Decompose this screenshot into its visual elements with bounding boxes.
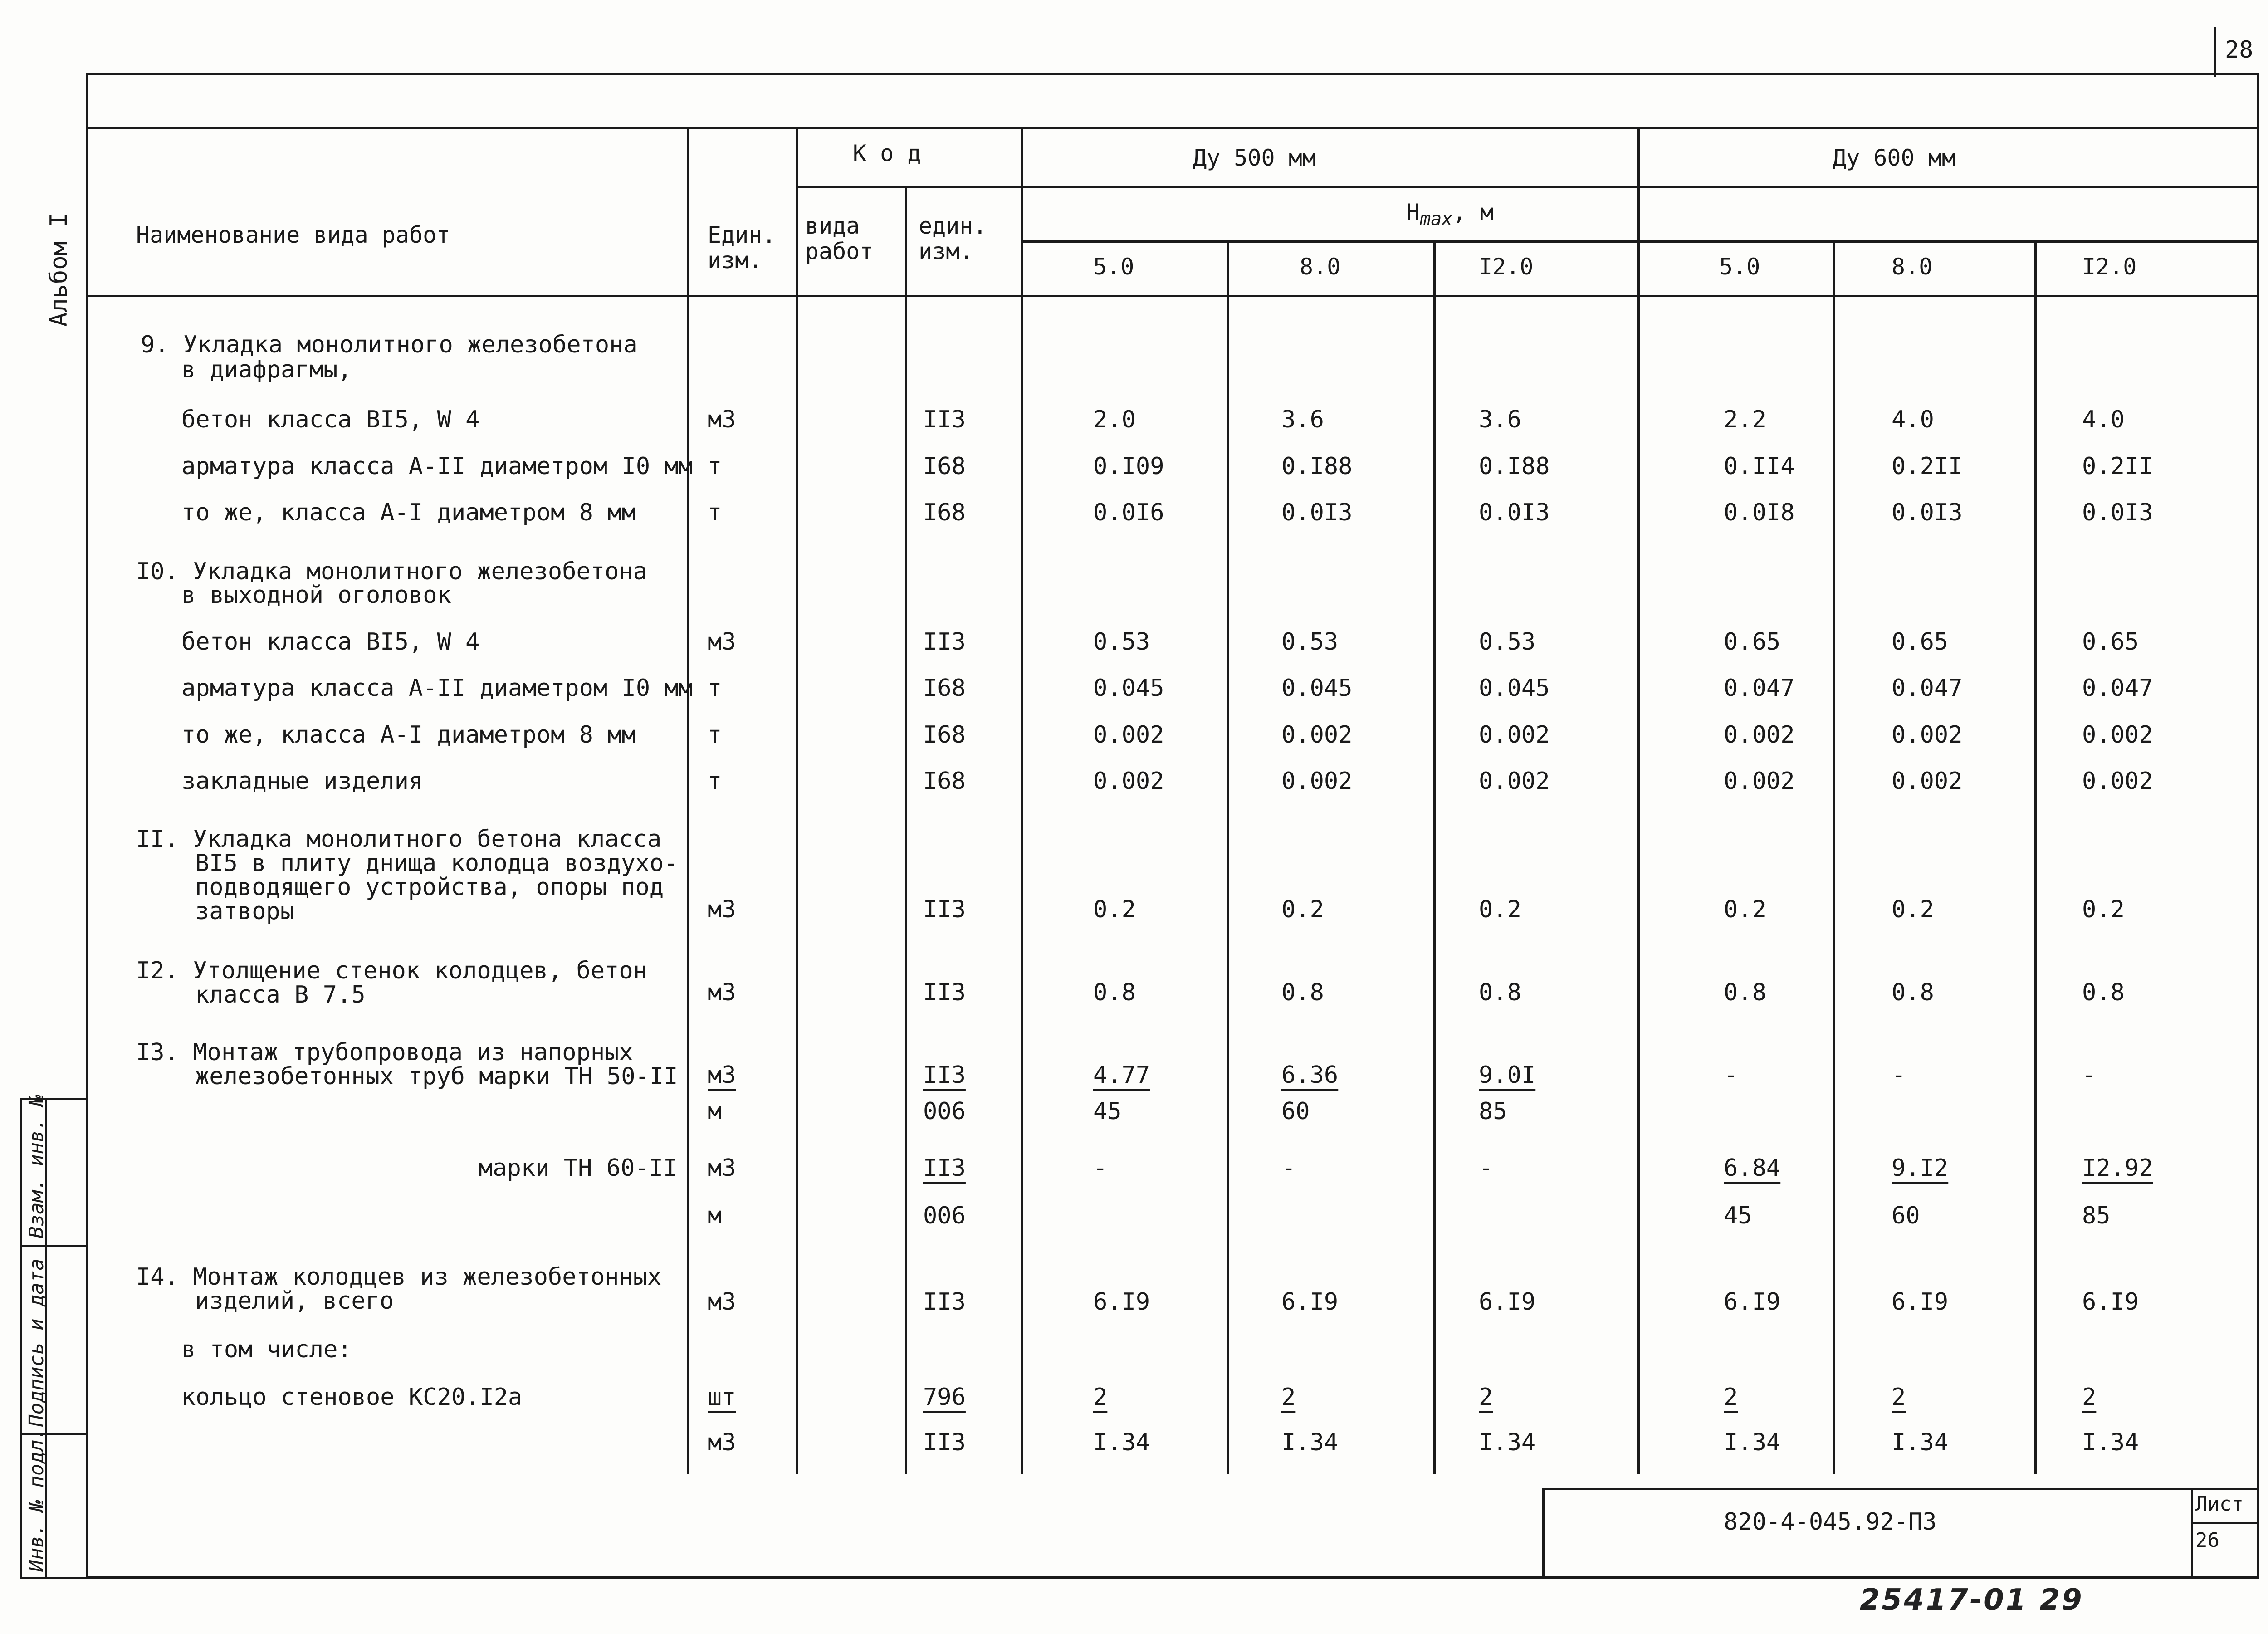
row-r9a-v3: 3.6 (1479, 406, 1521, 433)
row-r9a-v5: 4.0 (1892, 406, 1934, 433)
row-r11-unit: м3 (708, 896, 736, 923)
row-r9a-name: бетон класса BI5, W 4 (181, 406, 480, 433)
row-r14-v4: 6.I9 (1724, 1288, 1781, 1316)
row-r9b-v1: 0.I09 (1093, 453, 1164, 480)
section-14-including: в том числе: (181, 1336, 352, 1363)
row-r13b-v1: - (1093, 1155, 1108, 1182)
row-r10c-code: I68 (923, 721, 966, 749)
row-r13-code: II3 (923, 1062, 966, 1089)
row-r9b-name: арматура класса А-II диаметром I0 мм (181, 453, 693, 480)
depth-1: 5.0 (1093, 254, 1134, 280)
section-10-subtitle: в выходной оголовок (181, 582, 451, 609)
row-r9c-v6: 0.0I3 (2082, 499, 2153, 526)
row-r10c-v2: 0.002 (1281, 721, 1353, 749)
row-r14r-unit: шт (708, 1384, 736, 1411)
row-r9c-code: I68 (923, 499, 966, 526)
section-14-ring: кольцо стеновое КС20.I2а (181, 1384, 523, 1411)
row-r10d-name: закладные изделия (181, 768, 423, 795)
frame-right (2257, 73, 2259, 1579)
page-number: 28 (2225, 36, 2253, 64)
row-r11-v1: 0.2 (1093, 896, 1136, 923)
col-line-code-unit (905, 186, 907, 1474)
row-r14-v3: 6.I9 (1479, 1288, 1536, 1316)
section-11-line-4: затворы (195, 898, 295, 925)
side-stamp-replace: Взам. инв. № (25, 1094, 48, 1238)
row-r14r-v4: 2 (1724, 1384, 1738, 1411)
album-label: Альбом I (45, 213, 73, 327)
row-r14-v2: 6.I9 (1281, 1288, 1339, 1316)
header-code-work: вида работ (805, 213, 874, 264)
row-r12-v5: 0.8 (1892, 979, 1934, 1006)
row-r13b-v4: 6.84 (1724, 1155, 1781, 1182)
row-r10d-v6: 0.002 (2082, 768, 2153, 795)
side-stamp-line-1 (20, 1245, 88, 1247)
hmax-symbol: Н (1406, 199, 1420, 225)
row-r10c-name: то же, класса А-I диаметром 8 мм (181, 721, 636, 749)
section-9-title: 9. Укладка монолитного железобетона (141, 331, 638, 358)
row-r10b-v3: 0.045 (1479, 675, 1550, 702)
row-r9c-v5: 0.0I3 (1892, 499, 1963, 526)
document-code: 820-4-045.92-ПЗ (1724, 1508, 1937, 1536)
row-r9a-v4: 2.2 (1724, 406, 1766, 433)
row-r14r-v2b: I.34 (1281, 1429, 1339, 1456)
row-r13-v3b: 85 (1479, 1098, 1507, 1125)
row-r10b-v4: 0.047 (1724, 675, 1795, 702)
row-r10c-v3: 0.002 (1479, 721, 1550, 749)
row-r13b-code: II3 (923, 1155, 966, 1182)
depth-5: 8.0 (1892, 254, 1933, 280)
row-r13b-code2: 006 (923, 1202, 966, 1229)
row-r14r-unit2: м3 (708, 1429, 736, 1456)
row-r14r-v4b: I.34 (1724, 1429, 1781, 1456)
row-r10c-v6: 0.002 (2082, 721, 2153, 749)
row-r10b-v6: 0.047 (2082, 675, 2153, 702)
row-r9b-v5: 0.2II (1892, 453, 1963, 480)
header-code-unit: един. изм. (919, 213, 987, 264)
row-r9a-code: II3 (923, 406, 966, 433)
row-r9c-v3: 0.0I3 (1479, 499, 1550, 526)
row-r9b-v4: 0.II4 (1724, 453, 1795, 480)
header-bottom-line (86, 295, 2259, 297)
row-r14r-v1: 2 (1093, 1384, 1108, 1411)
row-r9b-unit: т (708, 453, 722, 480)
header-depth-line (1021, 240, 2259, 243)
col-line-d6 (2034, 240, 2037, 1474)
side-stamp-inv: Инв. № подл. (25, 1428, 48, 1572)
row-r13-code2: 006 (923, 1098, 966, 1125)
row-r10b-v1: 0.045 (1093, 675, 1164, 702)
row-r13-v2b: 60 (1281, 1098, 1310, 1125)
depth-6: I2.0 (2082, 254, 2137, 280)
row-r10a-name: бетон класса BI5, W 4 (181, 628, 480, 656)
row-r12-unit: м3 (708, 979, 736, 1006)
section-13-line-1: I3. Монтаж трубопровода из напорных (136, 1039, 633, 1066)
row-r14r-v1b: I.34 (1093, 1429, 1150, 1456)
col-line-d3 (1433, 240, 1436, 1474)
row-r11-v3: 0.2 (1479, 896, 1521, 923)
col-line-unit (687, 127, 689, 1474)
row-r14r-v3b: I.34 (1479, 1429, 1536, 1456)
row-r10d-code: I68 (923, 768, 966, 795)
col-line-du500 (1021, 127, 1023, 1474)
col-line-d2 (1227, 240, 1229, 1474)
row-r11-v4: 0.2 (1724, 896, 1766, 923)
section-12-line-1: I2. Утолщение стенок колодцев, бетон (136, 957, 648, 984)
row-r11-code: II3 (923, 896, 966, 923)
row-r9c-v1: 0.0I6 (1093, 499, 1164, 526)
row-r14r-code2: II3 (923, 1429, 966, 1456)
row-r14-v6: 6.I9 (2082, 1288, 2139, 1316)
section-13-line-2: железобетонных труб марки ТН 50-II (195, 1063, 678, 1090)
row-r13-v3: 9.0I (1479, 1062, 1536, 1089)
row-r10c-v5: 0.002 (1892, 721, 1963, 749)
row-r9b-v2: 0.I88 (1281, 453, 1353, 480)
row-r14r-v5: 2 (1892, 1384, 1906, 1411)
row-r10a-v4: 0.65 (1724, 628, 1781, 656)
row-r10a-v1: 0.53 (1093, 628, 1150, 656)
row-r10d-unit: т (708, 768, 722, 795)
row-r14-v1: 6.I9 (1093, 1288, 1150, 1316)
section-10-title: I0. Укладка монолитного железобетона (136, 558, 648, 585)
row-r12-v2: 0.8 (1281, 979, 1324, 1006)
row-r11-v6: 0.2 (2082, 896, 2125, 923)
row-r10b-v2: 0.045 (1281, 675, 1353, 702)
row-r10d-v1: 0.002 (1093, 768, 1164, 795)
section-11-line-1: II. Укладка монолитного бетона класса (136, 826, 662, 853)
row-r13-v1: 4.77 (1093, 1062, 1150, 1089)
row-r13-v4: - (1724, 1062, 1738, 1089)
row-r9c-v4: 0.0I8 (1724, 499, 1795, 526)
page-number-divider (2214, 27, 2216, 77)
section-9-subtitle: в диафрагмы, (181, 356, 352, 383)
header-du500: Ду 500 мм (1193, 145, 1316, 171)
hmax-unit: , м (1452, 199, 1494, 225)
row-r10c-v4: 0.002 (1724, 721, 1795, 749)
depth-2: 8.0 (1300, 254, 1341, 280)
row-r13-v6: - (2082, 1062, 2097, 1089)
row-r13b-v6: I2.92 (2082, 1155, 2153, 1182)
row-r13-v1b: 45 (1093, 1098, 1122, 1125)
header-name: Наименование вида работ (136, 222, 450, 248)
row-r10b-code: I68 (923, 675, 966, 702)
row-r13b-v6b: 85 (2082, 1202, 2111, 1229)
section-13b-title: марки ТН 60-II (479, 1155, 678, 1182)
row-r9a-v1: 2.0 (1093, 406, 1136, 433)
header-code: К о д (853, 140, 921, 166)
row-r10b-name: арматура класса А-II диаметром I0 мм (181, 675, 693, 702)
section-11-line-2: BI5 в плиту днища колодца воздухо- (195, 850, 678, 877)
sheet-label: Лист (2195, 1492, 2244, 1516)
row-r9b-v3: 0.I88 (1479, 453, 1550, 480)
row-r14-unit: м3 (708, 1288, 736, 1316)
row-r10b-v5: 0.047 (1892, 675, 1963, 702)
row-r13-unit: м3 (708, 1062, 736, 1089)
col-line-du600 (1637, 127, 1640, 1474)
row-r10a-unit: м3 (708, 628, 736, 656)
row-r13b-v3: - (1479, 1155, 1493, 1182)
row-r10d-v5: 0.002 (1892, 768, 1963, 795)
row-r10d-v2: 0.002 (1281, 768, 1353, 795)
row-r10d-v4: 0.002 (1724, 768, 1795, 795)
row-r12-v3: 0.8 (1479, 979, 1521, 1006)
row-r14r-v2: 2 (1281, 1384, 1296, 1411)
title-block-sheet-line (2191, 1522, 2259, 1524)
row-r13-v5: - (1892, 1062, 1906, 1089)
row-r12-code: II3 (923, 979, 966, 1006)
row-r14-code: II3 (923, 1288, 966, 1316)
row-r13b-unit: м3 (708, 1155, 736, 1182)
row-r9a-unit: м3 (708, 406, 736, 433)
section-14-line-1: I4. Монтаж колодцев из железобетонных (136, 1263, 662, 1291)
row-r9c-unit: т (708, 499, 722, 526)
row-r13b-v2: - (1281, 1155, 1296, 1182)
row-r14r-v3: 2 (1479, 1384, 1493, 1411)
row-r9b-code: I68 (923, 453, 966, 480)
row-r12-v6: 0.8 (2082, 979, 2125, 1006)
sheet-number: 26 (2195, 1529, 2219, 1552)
row-r9c-v2: 0.0I3 (1281, 499, 1353, 526)
row-r9c-name: то же, класса А-I диаметром 8 мм (181, 499, 636, 526)
row-r12-v1: 0.8 (1093, 979, 1136, 1006)
title-block-divider (2191, 1488, 2193, 1579)
section-11-line-3: подводящего устройства, опоры под (195, 874, 664, 901)
row-r10a-v2: 0.53 (1281, 628, 1339, 656)
row-r13b-v5b: 60 (1892, 1202, 1920, 1229)
hmax-subscript: max (1420, 209, 1453, 230)
row-r10d-v3: 0.002 (1479, 768, 1550, 795)
row-r10b-unit: т (708, 675, 722, 702)
depth-4: 5.0 (1719, 254, 1760, 280)
row-r10c-v1: 0.002 (1093, 721, 1164, 749)
row-r14r-v6b: I.34 (2082, 1429, 2139, 1456)
header-unit: Един. изм. (708, 222, 776, 274)
row-r14-v5: 6.I9 (1892, 1288, 1949, 1316)
row-r12-v4: 0.8 (1724, 979, 1766, 1006)
handwritten-number: 25417-01 29 (1860, 1583, 2084, 1617)
col-line-d5 (1833, 240, 1835, 1474)
section-12-line-2: класса В 7.5 (195, 981, 366, 1008)
header-hmax (1406, 200, 1494, 232)
row-r13-v2: 6.36 (1281, 1062, 1339, 1089)
row-r10c-unit: т (708, 721, 722, 749)
row-r14r-v6: 2 (2082, 1384, 2097, 1411)
row-r11-v2: 0.2 (1281, 896, 1324, 923)
depth-3: I2.0 (1479, 254, 1534, 280)
row-r10a-v3: 0.53 (1479, 628, 1536, 656)
row-r10a-v6: 0.65 (2082, 628, 2139, 656)
row-r9a-v6: 4.0 (2082, 406, 2125, 433)
row-r14r-v5b: I.34 (1892, 1429, 1949, 1456)
side-stamp-sign: Подпись и дата (25, 1258, 48, 1427)
header-du600: Ду 600 мм (1833, 145, 1955, 171)
row-r11-v5: 0.2 (1892, 896, 1934, 923)
col-line-code-work (796, 127, 798, 1474)
header-top-line (86, 127, 2259, 129)
row-r13b-unit2: м (708, 1202, 722, 1229)
row-r10a-v5: 0.65 (1892, 628, 1949, 656)
header-mid-line (796, 186, 2259, 188)
row-r13b-v5: 9.I2 (1892, 1155, 1949, 1182)
frame-top (86, 73, 2259, 75)
row-r10a-code: II3 (923, 628, 966, 656)
row-r14r-code: 796 (923, 1384, 966, 1411)
row-r13b-v4b: 45 (1724, 1202, 1752, 1229)
row-r13-unit2: м (708, 1098, 722, 1125)
row-r9b-v6: 0.2II (2082, 453, 2153, 480)
row-r9a-v2: 3.6 (1281, 406, 1324, 433)
section-14-line-2: изделий, всего (195, 1287, 394, 1315)
